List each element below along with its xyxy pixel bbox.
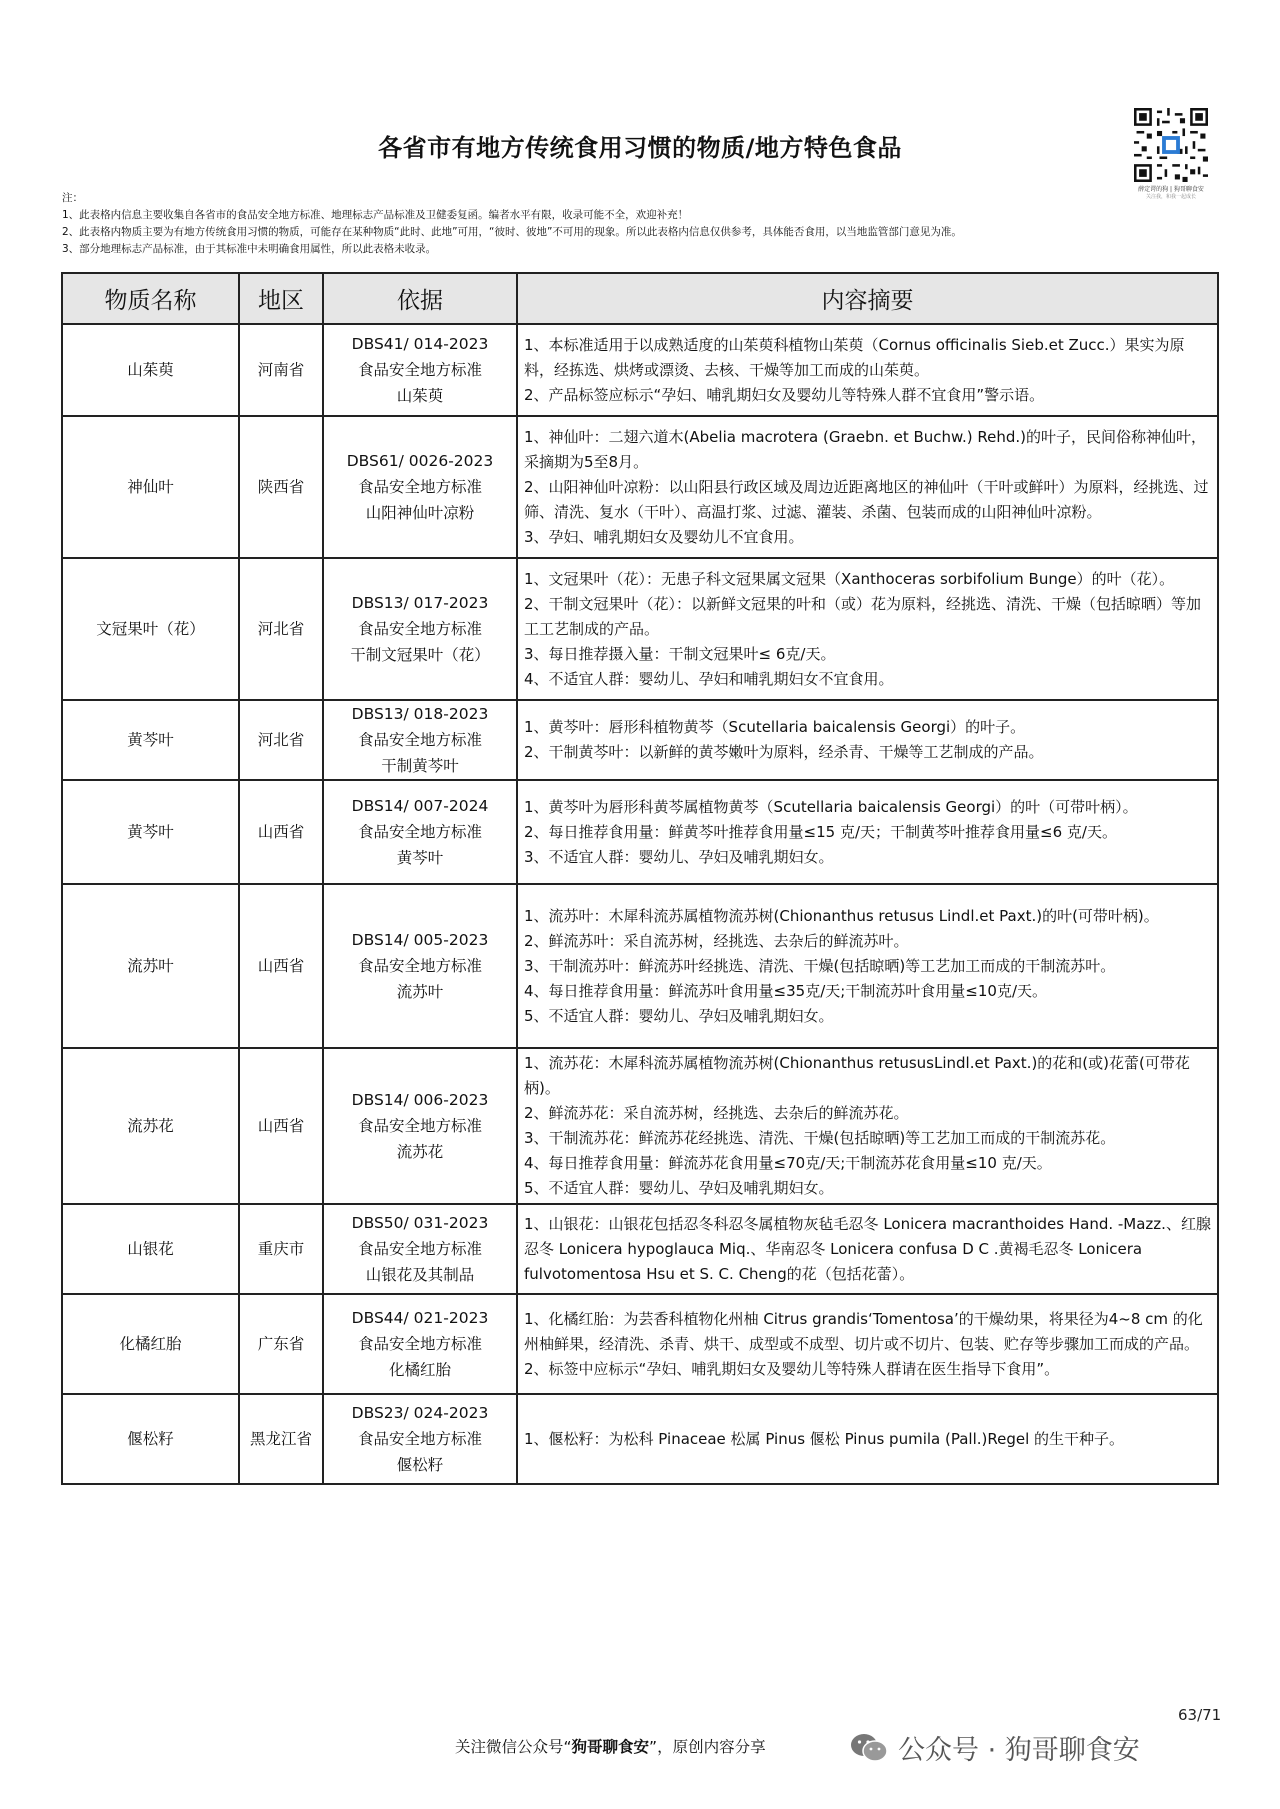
region-cell: 陕西省 [239,416,323,558]
basis-line: 食品安全地方标准 [357,1430,482,1448]
wechat-label: 公众号 · 狗哥聊食安 [898,1735,1140,1766]
summary-line: 2、鲜流苏花：采自流苏树，经挑选、去杂后的鲜流苏花。 [524,1104,909,1122]
region-cell: 重庆市 [239,1204,323,1294]
qr-code-block [1128,108,1214,200]
summary-line: 3、干制流苏花：鲜流苏花经挑选、清洗、干燥(包括晾晒)等工艺加工而成的干制流苏花。 [524,1129,1116,1147]
summary-line: 1、文冠果叶（花）：无患子科文冠果属文冠果（Xanthoceras sorbifolium Bunge）的叶（花）。 [524,569,1175,588]
basis-line: 食品安全地方标准 [357,1117,482,1135]
page-number: 63/71 [1178,1706,1222,1724]
substance-name-cell: 偃松籽 [62,1394,239,1484]
summary-line: 1、流苏叶：木犀科流苏属植物流苏树(Chionanthus retusus Lindl.et Paxt.)的叶(可带叶柄)。 [524,906,1159,925]
basis-line: 食品安全地方标准 [357,620,482,638]
footer-suffix: ”，原创内容分享 [649,1738,766,1756]
basis-cell [323,884,517,1048]
summary-line: 1、本标准适用于以成熟适度的山茱萸科植物山茱萸（Cornus officinalis Sieb.et Zucc.）果实为原料，经拣选、烘烤或漂烫、去核、干燥等加工而成的山茱萸。 [524,335,1185,379]
basis-line: 偃松籽 [396,1456,444,1474]
summary-cell [517,324,1218,416]
substance-name-cell: 流苏花 [62,1048,239,1204]
summary-line: 2、标签中应标示“孕妇、哺乳期妇女及婴幼儿等特殊人群请在医生指导下食用”。 [524,1359,1060,1378]
table-row [62,780,1218,884]
substance-name-cell: 山银花 [62,1204,239,1294]
summary-cell [517,558,1218,700]
basis-line: 山银花及其制品 [365,1266,475,1284]
qr-subcaption: 关注我，和我一起成长 [1145,194,1196,200]
basis-line: 流苏叶 [396,983,444,1001]
summary-cell [517,1204,1218,1294]
table-row [62,416,1218,558]
region-cell: 山西省 [239,884,323,1048]
footer-text [455,1735,766,1757]
basis-line: 流苏花 [396,1143,444,1161]
basis-line: 食品安全地方标准 [357,731,482,749]
note-line: 3、部分地理标志产品标准，由于其标准中未明确食用属性，所以此表格未收录。 [62,243,437,255]
summary-line: 5、不适宜人群：婴幼儿、孕妇及哺乳期妇女。 [524,1006,834,1025]
substance-name-cell: 神仙叶 [62,416,239,558]
summary-line: 2、干制文冠果叶（花）：以新鲜文冠果的叶和（或）花为原料，经挑选、清洗、干燥（包括晾晒）等加工工艺制成的产品。 [524,594,1202,638]
basis-line: DBS13/ 017-2023 [351,594,489,612]
basis-line: 山茱萸 [396,387,444,405]
note-line: 1、此表格内信息主要收集自各省市的食品安全地方标准、地理标志产品标准及卫健委复函。编者水平有限，收录可能不全，欢迎补充！ [62,209,689,221]
region-cell: 山西省 [239,780,323,884]
summary-line: 4、每日推荐食用量：鲜流苏叶食用量≤35克/天;干制流苏叶食用量≤10克/天。 [524,981,1048,1000]
header-region: 地区 [239,273,323,324]
basis-line: DBS13/ 018-2023 [351,705,489,723]
summary-line: 5、不适宜人群：婴幼儿、孕妇及哺乳期妇女。 [524,1179,834,1197]
notes-block [62,190,1222,258]
summary-line: 3、干制流苏叶：鲜流苏叶经挑选、清洗、干燥(包括晾晒)等工艺加工而成的干制流苏叶。 [524,956,1116,975]
basis-line: DBS14/ 006-2023 [351,1091,489,1109]
region-cell: 黑龙江省 [239,1394,323,1484]
wechat-watermark [850,1728,1140,1767]
summary-line: 1、山银花：山银花包括忍冬科忍冬属植物灰毡毛忍冬 Lonicera macranthoides Hand. -Mazz.、红腺忍冬 Lonicera hypoglauca Miq.、华南忍冬 Lonicera confusa D C .黄褐毛忍冬 Lonicera fulvotomentosa Hsu et S. C. Cheng的花（包括花蕾）。 [524,1214,1211,1283]
basis-line: DBS44/ 021-2023 [351,1309,489,1327]
substance-name-cell: 化橘红胎 [62,1294,239,1394]
basis-line: 食品安全地方标准 [357,957,482,975]
qr-code-icon [1134,108,1208,182]
summary-line: 1、神仙叶：二翅六道木(Abelia macrotera (Graebn. et Buchw.) Rehd.)的叶子，民间俗称神仙叶，采摘期为5至8月。 [524,427,1206,471]
basis-cell [323,558,517,700]
header-summary: 内容摘要 [517,273,1218,324]
footer-prefix: 关注微信公众号“ [455,1738,572,1756]
summary-line: 2、产品标签应标示“孕妇、哺乳期妇女及婴幼儿等特殊人群不宜食用”警示语。 [524,385,1045,404]
summary-line: 4、每日推荐食用量：鲜流苏花食用量≤70克/天;干制流苏花食用量≤10 克/天。 [524,1154,1052,1172]
summary-line: 1、偃松籽：为松科 Pinaceae 松属 Pinus 偃松 Pinus pumila (Pall.)Regel 的生干种子。 [524,1429,1125,1448]
summary-line: 1、流苏花：木犀科流苏属植物流苏树(Chionanthus retususLindl.et Paxt.)的花和(或)花蕾(可带花柄)。 [524,1054,1190,1097]
basis-line: 食品安全地方标准 [357,823,482,841]
note-line: 注： [62,192,83,204]
basis-cell [323,324,517,416]
qr-caption: 薛定谔的狗 | 狗哥聊食安 [1138,186,1204,193]
note-line: 2、此表格内物质主要为有地方传统食用习惯的物质，可能存在某种物质“此时、此地”可用，“彼时、彼地”不可用的现象。所以此表格内信息仅供参考，具体能否食用，以当地监管部门意见为准。 [62,226,962,238]
substance-table [61,272,1219,1485]
region-cell: 河北省 [239,700,323,780]
summary-line: 3、每日推荐摄入量：干制文冠果叶≤ 6克/天。 [524,644,836,663]
region-cell: 河北省 [239,558,323,700]
wechat-icon [850,1732,888,1764]
page-title: 各省市有地方传统食用习惯的物质/地方特色食品 [378,134,902,162]
summary-line: 2、山阳神仙叶凉粉：以山阳县行政区域及周边近距离地区的神仙叶（干叶或鲜叶）为原料，经挑选、过筛、清洗、复水（干叶）、高温打浆、过滤、灌装、杀菌、包装而成的山阳神仙叶凉粉。 [524,477,1209,521]
summary-cell [517,700,1218,780]
basis-line: 食品安全地方标准 [357,1240,482,1258]
table-row [62,1394,1218,1484]
summary-cell [517,780,1218,884]
summary-cell [517,884,1218,1048]
basis-cell [323,416,517,558]
basis-line: DBS61/ 0026-2023 [346,452,494,470]
table-header-row [62,273,1218,324]
table-row [62,558,1218,700]
basis-line: 食品安全地方标准 [357,361,482,379]
basis-cell [323,780,517,884]
table-row [62,1204,1218,1294]
basis-line: DBS14/ 005-2023 [351,931,489,949]
table-row [62,884,1218,1048]
summary-cell [517,1294,1218,1394]
summary-cell [517,1048,1218,1204]
table-row [62,1048,1218,1204]
summary-cell [517,416,1218,558]
summary-line: 4、不适宜人群：婴幼儿、孕妇和哺乳期妇女不宜食用。 [524,669,894,688]
basis-cell [323,1394,517,1484]
table-row [62,700,1218,780]
summary-line: 2、每日推荐食用量：鲜黄芩叶推荐食用量≤15 克/天；干制黄芩叶推荐食用量≤6 克/天。 [524,822,1117,841]
table-row [62,324,1218,416]
basis-line: 干制文冠果叶（花） [350,646,490,664]
basis-cell [323,700,517,780]
region-cell: 广东省 [239,1294,323,1394]
substance-name-cell: 黄芩叶 [62,780,239,884]
substance-name-cell: 流苏叶 [62,884,239,1048]
basis-line: 干制黄芩叶 [381,757,459,775]
substance-name-cell: 山茱萸 [62,324,239,416]
basis-cell [323,1048,517,1204]
summary-line: 3、不适宜人群：婴幼儿、孕妇及哺乳期妇女。 [524,847,834,866]
basis-line: 化橘红胎 [388,1361,451,1379]
substance-name-cell: 黄芩叶 [62,700,239,780]
basis-line: DBS14/ 007-2024 [351,797,489,815]
basis-line: 黄芩叶 [396,849,444,867]
basis-cell [323,1294,517,1394]
header-substance-name: 物质名称 [62,273,239,324]
summary-cell [517,1394,1218,1484]
footer-account: 狗哥聊食安 [571,1738,650,1756]
table-row [62,1294,1218,1394]
region-cell: 山西省 [239,1048,323,1204]
basis-line: 食品安全地方标准 [357,478,482,496]
region-cell: 河南省 [239,324,323,416]
basis-line: 食品安全地方标准 [357,1335,482,1353]
header-basis: 依据 [323,273,517,324]
basis-line: DBS41/ 014-2023 [351,335,489,353]
summary-line: 1、黄芩叶为唇形科黄芩属植物黄芩（Scutellaria baicalensis Georgi）的叶（可带叶柄）。 [524,797,1138,816]
basis-line: 山阳神仙叶凉粉 [365,504,475,522]
basis-cell [323,1204,517,1294]
basis-line: DBS50/ 031-2023 [351,1214,489,1232]
summary-line: 1、黄芩叶：唇形科植物黄芩（Scutellaria baicalensis Georgi）的叶子。 [524,718,1026,736]
summary-line: 3、孕妇、哺乳期妇女及婴幼儿不宜食用。 [524,527,804,546]
summary-line: 2、干制黄芩叶：以新鲜的黄芩嫩叶为原料，经杀青、干燥等工艺制成的产品。 [524,743,1044,761]
summary-line: 2、鲜流苏叶：采自流苏树，经挑选、去杂后的鲜流苏叶。 [524,931,909,950]
summary-line: 1、化橘红胎：为芸香科植物化州柚 Citrus grandis‘Tomentosa’的干燥幼果，将果径为4~8 cm 的化州柚鲜果，经清洗、杀青、烘干、成型或不成型、切片或不切片、包装、贮存等步骤加工而成的产品。 [524,1309,1203,1353]
substance-name-cell: 文冠果叶（花） [62,558,239,700]
basis-line: DBS23/ 024-2023 [351,1404,489,1422]
